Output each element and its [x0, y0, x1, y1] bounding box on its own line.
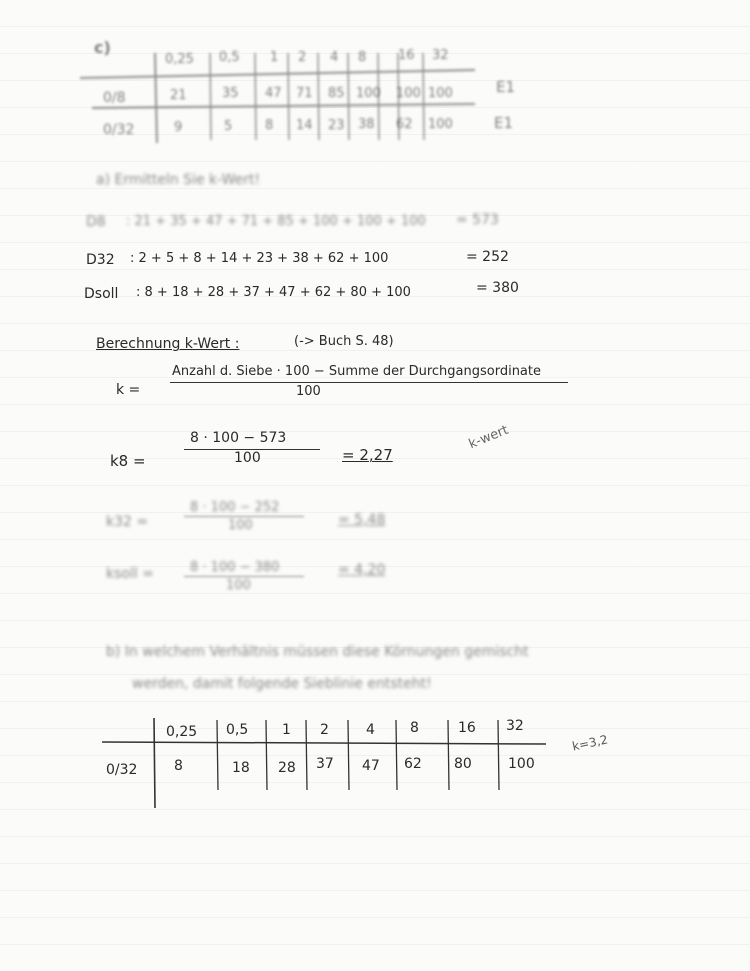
c-header-5: 8	[358, 50, 367, 65]
sum-label-d8: D8	[86, 214, 106, 230]
sum-label-dsoll: Dsoll	[84, 286, 119, 302]
b-side-note: k=3,2	[570, 732, 610, 754]
c-header-0: 0,25	[165, 52, 194, 67]
c-cell: 9	[174, 120, 183, 135]
formula-lhs: k =	[116, 382, 141, 398]
c-header-1: 0,5	[219, 50, 240, 65]
k8-lhs: k8 =	[110, 452, 146, 470]
formula-numerator: Anzahl d. Siebe · 100 − Summe der Durchgangsordinate	[172, 364, 541, 379]
b-cell: 28	[278, 760, 296, 776]
c-row-label-0: 0/8	[103, 90, 126, 106]
b-header-5: 8	[410, 720, 419, 736]
b-cell: 80	[454, 756, 472, 772]
b-cell: 47	[362, 758, 380, 774]
ksoll-numerator: 8 · 100 − 380	[190, 560, 280, 575]
sum-result-d32: = 252	[466, 249, 509, 265]
sum-label-d32: D32	[86, 252, 115, 268]
b-cell: 62	[404, 756, 422, 772]
c-cell: 62	[396, 117, 413, 132]
sum-result-dsoll: = 380	[476, 280, 519, 296]
c-cell: 5	[224, 119, 233, 134]
section-a-heading: a) Ermitteln Sie k-Wert!	[96, 172, 261, 188]
b-header-7: 32	[506, 718, 524, 734]
c-cell: 71	[296, 86, 313, 101]
k8-denominator: 100	[234, 450, 261, 466]
c-cell: 23	[328, 118, 345, 133]
c-row-label-1: 0/32	[103, 122, 135, 138]
ksoll-fraction-line	[184, 576, 304, 577]
c-side-note: E1	[494, 114, 514, 132]
sum-expr-d8: : 21 + 35 + 47 + 71 + 85 + 100 + 100 + 100	[126, 214, 426, 229]
formula-fraction-line	[170, 382, 568, 383]
c-cell: 100	[428, 117, 453, 132]
ksoll-result: = 4,20	[338, 562, 386, 578]
b-cell: 8	[174, 758, 183, 774]
section-b-question-line2: werden, damit folgende Sieblinie entsteht!	[132, 676, 432, 692]
c-cell: 100	[428, 86, 453, 101]
k32-result: = 5,48	[338, 512, 386, 528]
c-cell: 38	[358, 117, 375, 132]
b-row-label: 0/32	[106, 762, 138, 778]
c-cell: 14	[296, 118, 313, 133]
sum-expr-d32: : 2 + 5 + 8 + 14 + 23 + 38 + 62 + 100	[130, 251, 389, 266]
c-header-4: 4	[330, 50, 339, 65]
k8-numerator: 8 · 100 − 573	[190, 430, 287, 446]
sum-result-d8: = 573	[456, 212, 499, 228]
k32-denominator: 100	[228, 518, 253, 533]
b-header-3: 2	[320, 722, 329, 738]
c-cell: 8	[265, 118, 274, 133]
b-header-6: 16	[458, 720, 476, 736]
b-cell: 18	[232, 760, 250, 776]
k32-numerator: 8 · 100 − 252	[190, 500, 280, 515]
formula-denominator: 100	[296, 384, 321, 399]
b-header-1: 0,5	[226, 722, 249, 738]
b-cell: 100	[508, 756, 535, 772]
calc-heading: Berechnung k-Wert :	[96, 336, 240, 352]
c-cell: 85	[328, 86, 345, 101]
b-header-2: 1	[282, 722, 291, 738]
b-header-0: 0,25	[166, 724, 198, 740]
c-header-3: 2	[298, 50, 307, 65]
section-b-question-line1: b) In welchem Verhältnis müssen diese Körnungen gemischt	[106, 644, 529, 660]
c-cell: 100	[396, 86, 421, 101]
c-cell: 35	[222, 86, 239, 101]
calc-reference: (-> Buch S. 48)	[294, 334, 394, 349]
c-header-7: 32	[432, 48, 449, 63]
b-cell: 37	[316, 756, 334, 772]
b-header-4: 4	[366, 722, 375, 738]
k8-note: k-wert	[466, 422, 511, 453]
c-side-note: E1	[496, 78, 516, 96]
c-cell: 21	[170, 88, 187, 103]
section-c-label: c)	[94, 38, 111, 57]
k32-lhs: k32 =	[106, 514, 149, 530]
k32-fraction-line	[184, 516, 304, 517]
c-header-6: 16	[398, 48, 415, 63]
sum-expr-dsoll: : 8 + 18 + 28 + 37 + 47 + 62 + 80 + 100	[136, 285, 411, 300]
c-cell: 100	[356, 86, 381, 101]
ksoll-denominator: 100	[226, 578, 251, 593]
c-cell: 47	[265, 86, 282, 101]
c-header-2: 1	[270, 50, 279, 65]
k8-result: = 2,27	[342, 446, 393, 464]
ksoll-lhs: ksoll =	[106, 566, 154, 582]
